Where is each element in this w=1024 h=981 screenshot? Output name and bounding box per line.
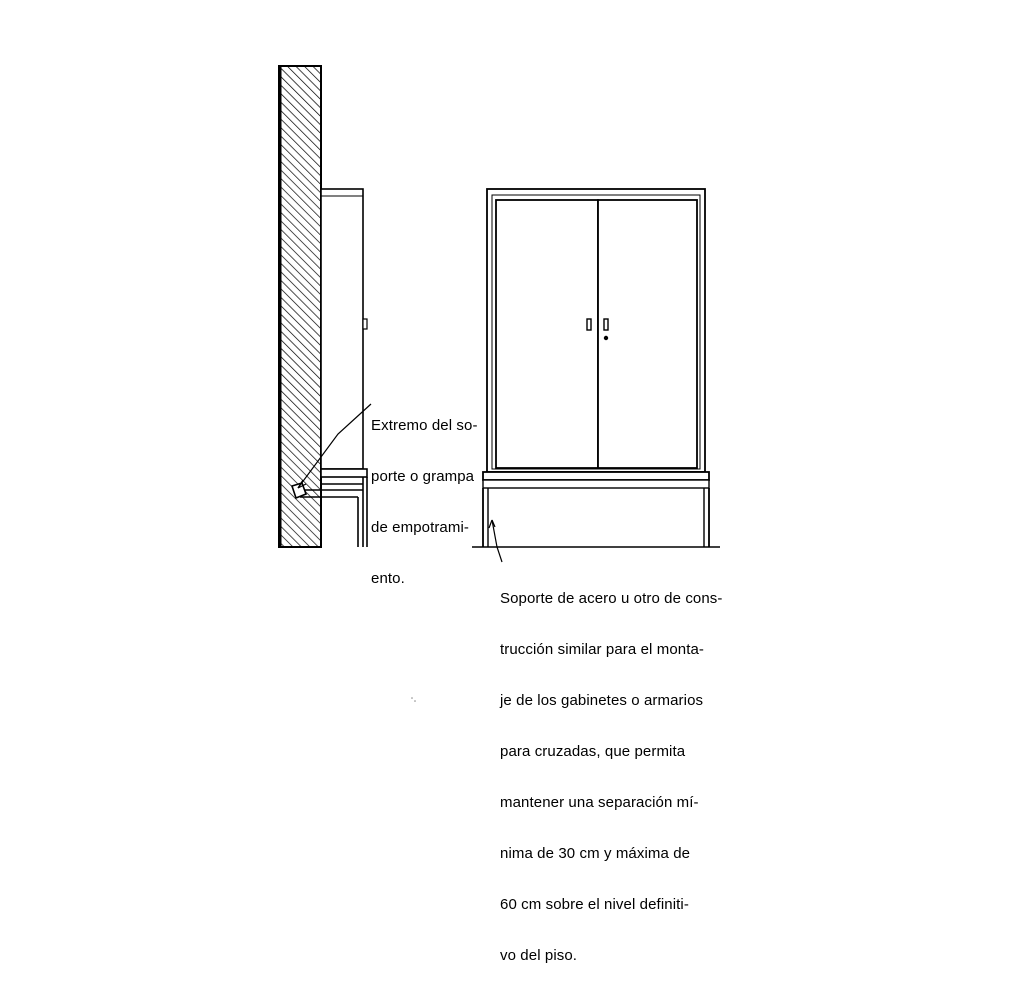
side-callout-line: Extremo del so- [371, 417, 478, 434]
side-callout-line: ento. [371, 570, 405, 587]
right-door-handle [604, 319, 608, 330]
paper-speck [411, 697, 413, 699]
front-callout-line: 60 cm sobre el nivel definiti- [500, 896, 689, 913]
front-callout-line: trucción similar para el monta- [500, 641, 705, 658]
front-callout-line: mantener una separación mí- [500, 794, 699, 811]
front-callout-text [500, 556, 723, 981]
right-door [598, 200, 697, 468]
side-callout-line: de empotrami- [371, 519, 470, 536]
side-cabinet-body [321, 189, 363, 469]
side-view [279, 66, 371, 547]
lock-keyhole [604, 336, 608, 340]
side-callout-line: porte o grampa [371, 468, 475, 485]
side-door-handle [363, 319, 367, 329]
front-support-stand [483, 472, 709, 547]
left-door [496, 200, 598, 468]
front-view [472, 189, 720, 562]
front-callout-line: vo del piso. [500, 947, 578, 964]
side-callout-text [371, 383, 478, 604]
paper-speck [414, 700, 416, 702]
wall-section [279, 66, 321, 547]
front-callout-line: je de los gabinetes o armarios [500, 692, 704, 709]
front-callout-line: nima de 30 cm y máxima de [500, 845, 691, 862]
front-callout-line: Soporte de acero u otro de cons- [500, 590, 723, 607]
front-callout-line: para cruzadas, que permita [500, 743, 686, 760]
left-door-handle [587, 319, 591, 330]
